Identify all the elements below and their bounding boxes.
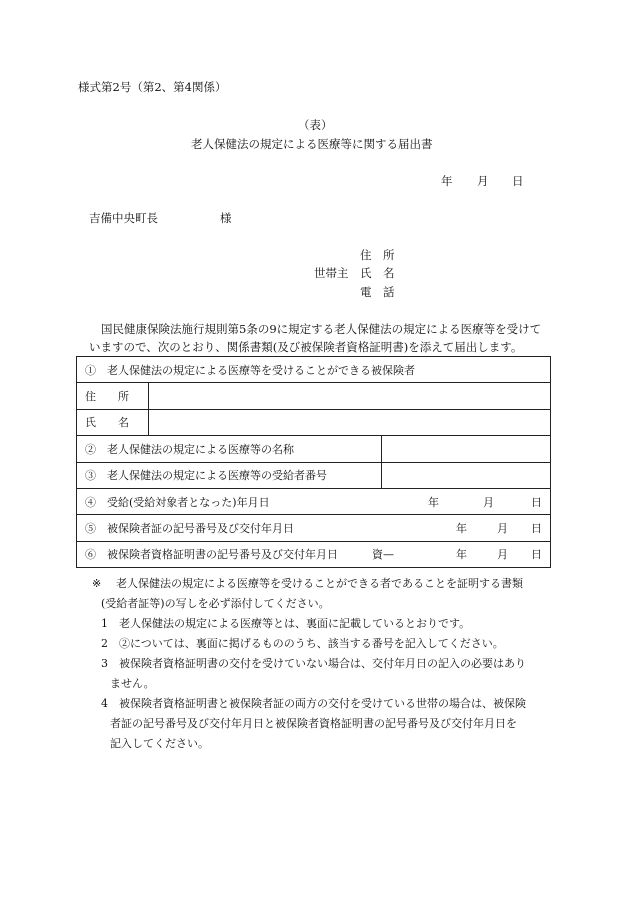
page-title: 老人保健法の規定による医療等に関する届出書 — [191, 137, 433, 151]
notification-table — [76, 356, 551, 568]
receipt-month: 月 — [483, 495, 495, 509]
qualification-cert-row[interactable] — [77, 541, 551, 567]
date-month: 月 — [477, 174, 489, 188]
insured-name-label: 氏 名 — [77, 409, 149, 435]
card-month: 月 — [497, 522, 509, 536]
cert-month: 月 — [497, 548, 509, 562]
card-year: 年 — [456, 522, 468, 536]
table-row — [77, 436, 551, 462]
note-3-line-2: ません。 — [110, 677, 155, 690]
addressee-name: 吉備中央町長 — [89, 211, 158, 225]
receipt-year: 年 — [428, 495, 440, 509]
intro-line-2: いますので、次のとおり、関係書類(及び被保険者資格証明書)を添えて届出します。 — [89, 340, 523, 354]
qualification-cert-label: ⑥ 被保険者資格証明書の記号番号及び交付年月日 — [85, 548, 338, 562]
note-star-line-1: 老人保健法の規定による医療等を受けることができる者であることを証明する書類 — [116, 577, 523, 590]
qualification-cert-prefix: 資— — [372, 548, 394, 562]
applicant-address-label: 住 所 — [360, 248, 395, 262]
applicant-head-label: 世帯主 — [314, 266, 349, 280]
receipt-date-label: ④ 受給(受給対象者となった)年月日 — [85, 495, 270, 509]
note-4-line-1: 4 被保険者資格証明書と被保険者証の両方の交付を受けている世帯の場合は、被保険 — [101, 697, 526, 710]
receipt-day: 日 — [531, 495, 543, 509]
recipient-number-field[interactable] — [382, 462, 551, 488]
card-day: 日 — [531, 522, 543, 536]
note-4-line-3: 記入してください。 — [110, 737, 209, 750]
table-row — [77, 515, 551, 541]
form-number: 様式第2号（第2、第4関係） — [78, 80, 227, 94]
cert-day: 日 — [531, 548, 543, 562]
receipt-date-row[interactable] — [77, 488, 551, 514]
date-day: 日 — [512, 174, 524, 188]
addressee-honorific: 様 — [220, 211, 232, 225]
insured-person-heading: ① 老人保健法の規定による医療等を受けることができる被保険者 — [77, 357, 551, 383]
table-row — [77, 488, 551, 514]
note-3-line-1: 3 被保険者資格証明書の交付を受けていない場合は、交付年月日の記入の必要はあり — [101, 657, 526, 670]
note-4-line-2: 者証の記号番号及び交付年月日と被保険者資格証明書の記号番号及び交付年月日を — [110, 717, 517, 730]
insured-address-field[interactable] — [149, 383, 551, 409]
medical-name-label: ② 老人保健法の規定による医療等の名称 — [77, 436, 382, 462]
table-row — [77, 409, 551, 435]
insured-address-label: 住 所 — [77, 383, 149, 409]
applicant-name-label: 氏 名 — [360, 266, 395, 280]
note-star-mark: ※ — [92, 577, 102, 590]
note-1: 1 老人保健法の規定による医療等とは、裏面に記載しているとおりです。 — [101, 617, 471, 630]
note-star-line-2: (受給者証等)の写しを必ず添付してください。 — [101, 597, 330, 610]
insured-name-field[interactable] — [149, 409, 551, 435]
note-2: 2 ②については、裏面に掲げるもののうち、該当する番号を記入してください。 — [101, 637, 504, 650]
medical-name-field[interactable] — [382, 436, 551, 462]
intro-line-1: 国民健康保険法施行規則第5条の9に規定する老人保健法の規定による医療等を受けて — [101, 322, 542, 336]
insurance-card-row[interactable] — [77, 515, 551, 541]
side-label: （表） — [298, 118, 333, 132]
applicant-phone-label: 電 話 — [360, 285, 395, 299]
date-year: 年 — [441, 174, 453, 188]
table-row — [77, 383, 551, 409]
recipient-number-label: ③ 老人保健法の規定による医療等の受給者番号 — [77, 462, 382, 488]
table-row — [77, 462, 551, 488]
cert-year: 年 — [456, 548, 468, 562]
table-row — [77, 541, 551, 567]
insurance-card-label: ⑤ 被保険者証の記号番号及び交付年月日 — [85, 522, 294, 536]
table-row — [77, 357, 551, 383]
